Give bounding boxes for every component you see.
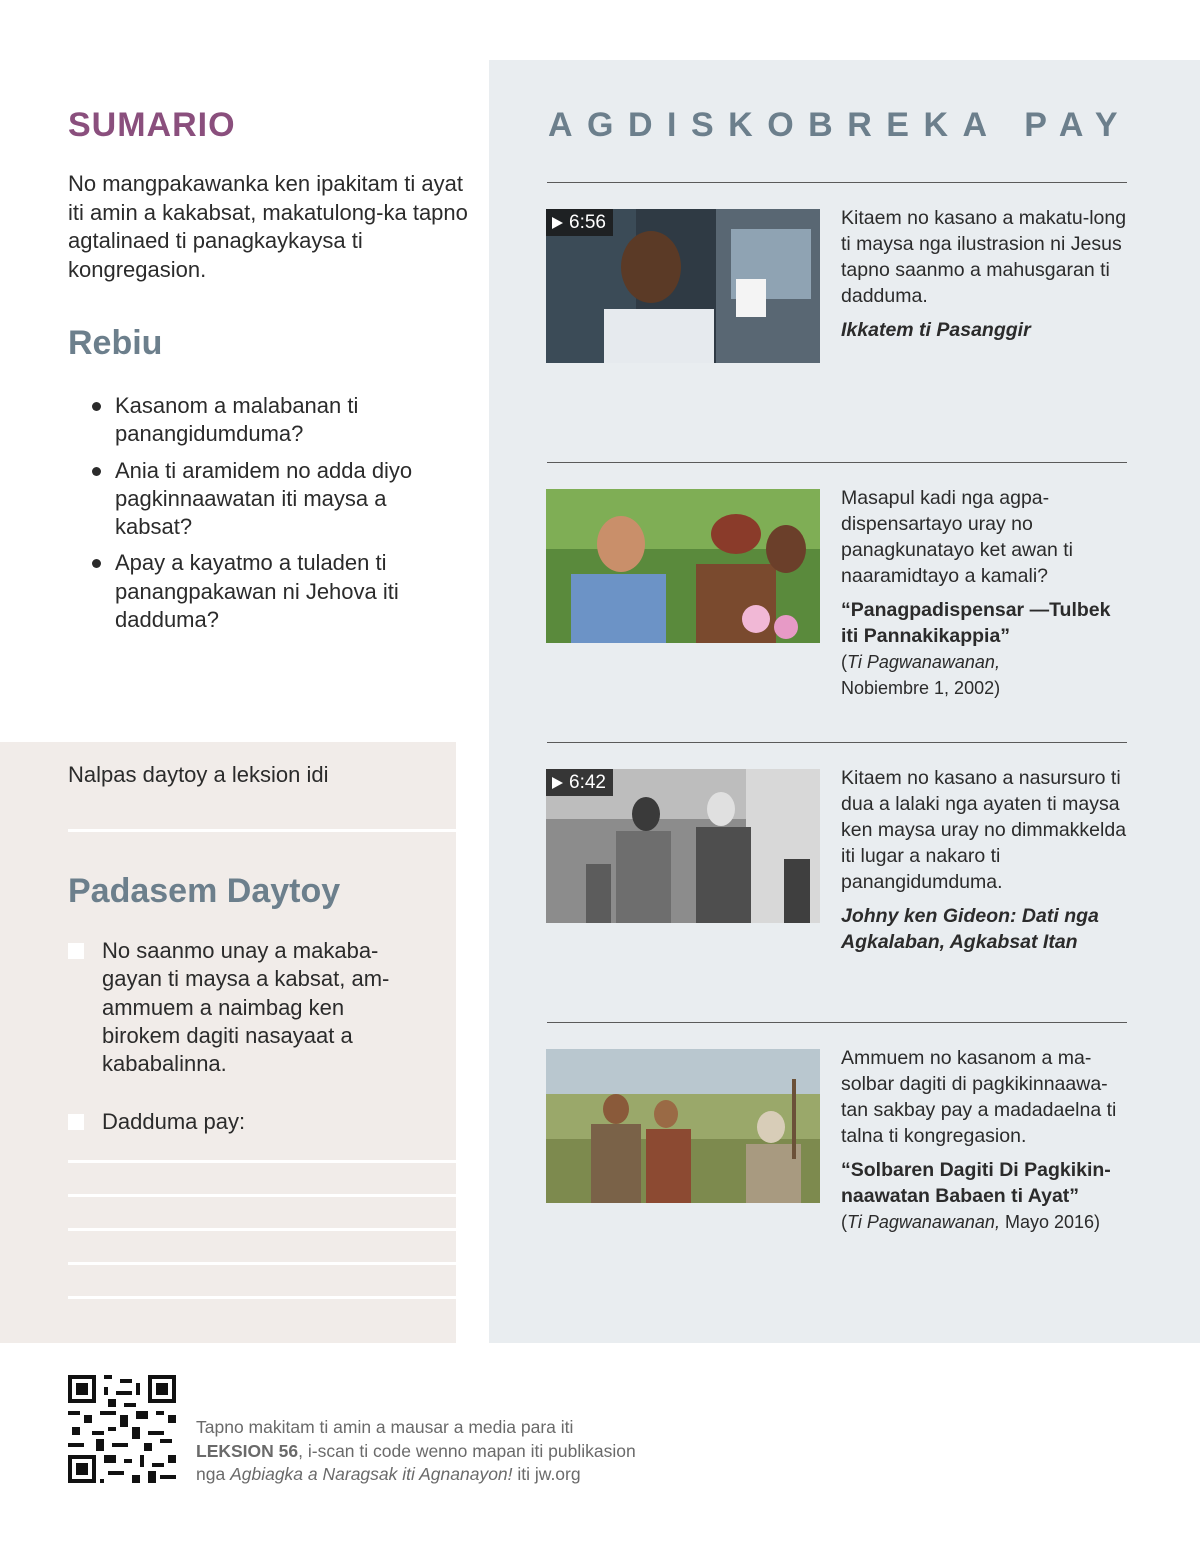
divider bbox=[547, 462, 1127, 463]
source-date: Mayo 2016) bbox=[999, 1212, 1101, 1232]
divider bbox=[547, 1022, 1127, 1023]
lesson-number: LEKSION 56 bbox=[196, 1440, 299, 1461]
bullet-icon bbox=[92, 467, 101, 476]
divider bbox=[547, 742, 1127, 743]
source-publication: Ti Pagwanawanan, bbox=[847, 652, 1000, 672]
entry-source bbox=[841, 649, 1131, 701]
footer-line-post: iti jw.org bbox=[512, 1464, 581, 1484]
play-icon bbox=[552, 777, 563, 789]
publication-title: Agbiagka a Naragsak iti Agnanayon! bbox=[230, 1464, 513, 1484]
thumbnail-image bbox=[546, 489, 820, 643]
footer-line: Tapno makitam ti amin a mausar a media para iti bbox=[196, 1417, 574, 1437]
writing-line[interactable] bbox=[68, 1228, 456, 1231]
footer-line-rest: , i-scan ti code wenno mapan iti publikasion bbox=[298, 1440, 636, 1461]
padasem-title: Padasem Daytoy bbox=[68, 872, 341, 910]
entry-reference-link[interactable]: Johny ken Gideon: Dati nga Agkalaban, Agkabsat Itan bbox=[841, 905, 1099, 953]
agdiskobreka-title: AGDISKOBREKA PAY bbox=[548, 106, 1133, 144]
entry-description-text: Masapul kadi nga agpa-dispensartayo uray no panagkunatayo ket awan ti naaramidtayo a kamali? bbox=[841, 487, 1074, 587]
padasem-item-text: Dadduma pay: bbox=[102, 1109, 246, 1134]
entry-reference-link[interactable]: Ikkatem ti Pasanggir bbox=[841, 319, 1031, 341]
padasem-item[interactable] bbox=[68, 937, 408, 1078]
entry-description-text: Kitaem no kasano a nasursuro ti dua a lalaki nga ayaten ti maysa ken maysa uray no dimmakkelda iti lugar a nakaro ti panangidumduma. bbox=[841, 767, 1127, 893]
writing-line[interactable] bbox=[68, 1160, 456, 1163]
video-duration: 6:42 bbox=[569, 772, 606, 793]
divider bbox=[547, 182, 1127, 183]
bullet-icon bbox=[92, 402, 101, 411]
entry-source bbox=[841, 1209, 1131, 1235]
entry-description bbox=[841, 1045, 1131, 1235]
entry-reference-link[interactable]: “Solbaren Dagiti Di Pagkikin-naawatan Babaen ti Ayat” bbox=[841, 1159, 1111, 1207]
completion-date-line[interactable] bbox=[68, 829, 456, 832]
entry-description bbox=[841, 485, 1131, 701]
entry-description bbox=[841, 765, 1131, 955]
writing-line[interactable] bbox=[68, 1194, 456, 1197]
list-item bbox=[92, 392, 432, 449]
rebiu-item-text: Apay a kayatmo a tuladen ti panangpakawan ni Jehova iti dadduma? bbox=[115, 550, 399, 633]
list-item bbox=[92, 549, 432, 634]
bullet-icon bbox=[92, 559, 101, 568]
checkbox-icon[interactable] bbox=[68, 1114, 84, 1130]
completion-date-label: Nalpas daytoy a leksion idi bbox=[68, 762, 329, 787]
play-icon bbox=[552, 217, 563, 229]
checkbox-icon[interactable] bbox=[68, 943, 84, 959]
rebiu-item-text: Ania ti aramidem no adda diyo pagkinnaawatan iti maysa a kabsat? bbox=[115, 457, 413, 540]
footer-text bbox=[196, 1416, 756, 1487]
entry-reference-link[interactable]: “Panagpadispensar —Tulbek iti Pannakikappia” bbox=[841, 599, 1111, 647]
list-item bbox=[92, 457, 432, 542]
rebiu-item-text: Kasanom a malabanan ti panangidumduma? bbox=[115, 393, 359, 447]
writing-line[interactable] bbox=[68, 1296, 456, 1299]
video-duration: 6:56 bbox=[569, 212, 606, 233]
rebiu-list bbox=[92, 392, 432, 642]
footer-line bbox=[196, 1463, 756, 1487]
thumbnail-image bbox=[546, 1049, 820, 1203]
source-date: Nobiembre 1, 2002) bbox=[841, 678, 1001, 698]
entry-description bbox=[841, 205, 1131, 343]
qr-code[interactable] bbox=[68, 1375, 176, 1483]
sumario-title: SUMARIO bbox=[68, 106, 236, 144]
video-thumbnail[interactable] bbox=[546, 209, 820, 363]
writing-line[interactable] bbox=[68, 1262, 456, 1265]
article-thumbnail[interactable] bbox=[546, 1049, 820, 1203]
entry-description-text: Kitaem no kasano a makatu-long ti maysa nga ilustrasion ni Jesus tapno saanmo a mahusgaran ti dadduma. bbox=[841, 207, 1127, 307]
entry-description-text: Ammuem no kasanom a ma-solbar dagiti di pagkikinnaawa-tan sakbay pay a madadaelna ti talna ti kongregasion. bbox=[841, 1047, 1117, 1147]
padasem-item-other[interactable] bbox=[68, 1108, 408, 1136]
rebiu-title: Rebiu bbox=[68, 324, 163, 362]
article-thumbnail[interactable] bbox=[546, 489, 820, 643]
sumario-text: No mangpakawanka ken ipakitam ti ayat iti amin a kakabsat, makatulong-ka tapno agtalinaed ti panagkaykaysa ti kongregasion. bbox=[68, 171, 468, 282]
source-paren: ( bbox=[841, 1212, 847, 1232]
padasem-item-text: No saanmo unay a makaba-gayan ti maysa a kabsat, am-ammuem a naimbag ken birokem dagiti nasayaat a kababalinna. bbox=[102, 938, 390, 1077]
video-duration-badge bbox=[546, 769, 613, 796]
footer-line bbox=[196, 1440, 756, 1464]
source-paren: ( bbox=[841, 652, 847, 672]
footer-line-pre: nga bbox=[196, 1464, 231, 1484]
video-thumbnail[interactable] bbox=[546, 769, 820, 923]
source-publication: Ti Pagwanawanan, bbox=[847, 1212, 1000, 1232]
video-duration-badge bbox=[546, 209, 613, 236]
